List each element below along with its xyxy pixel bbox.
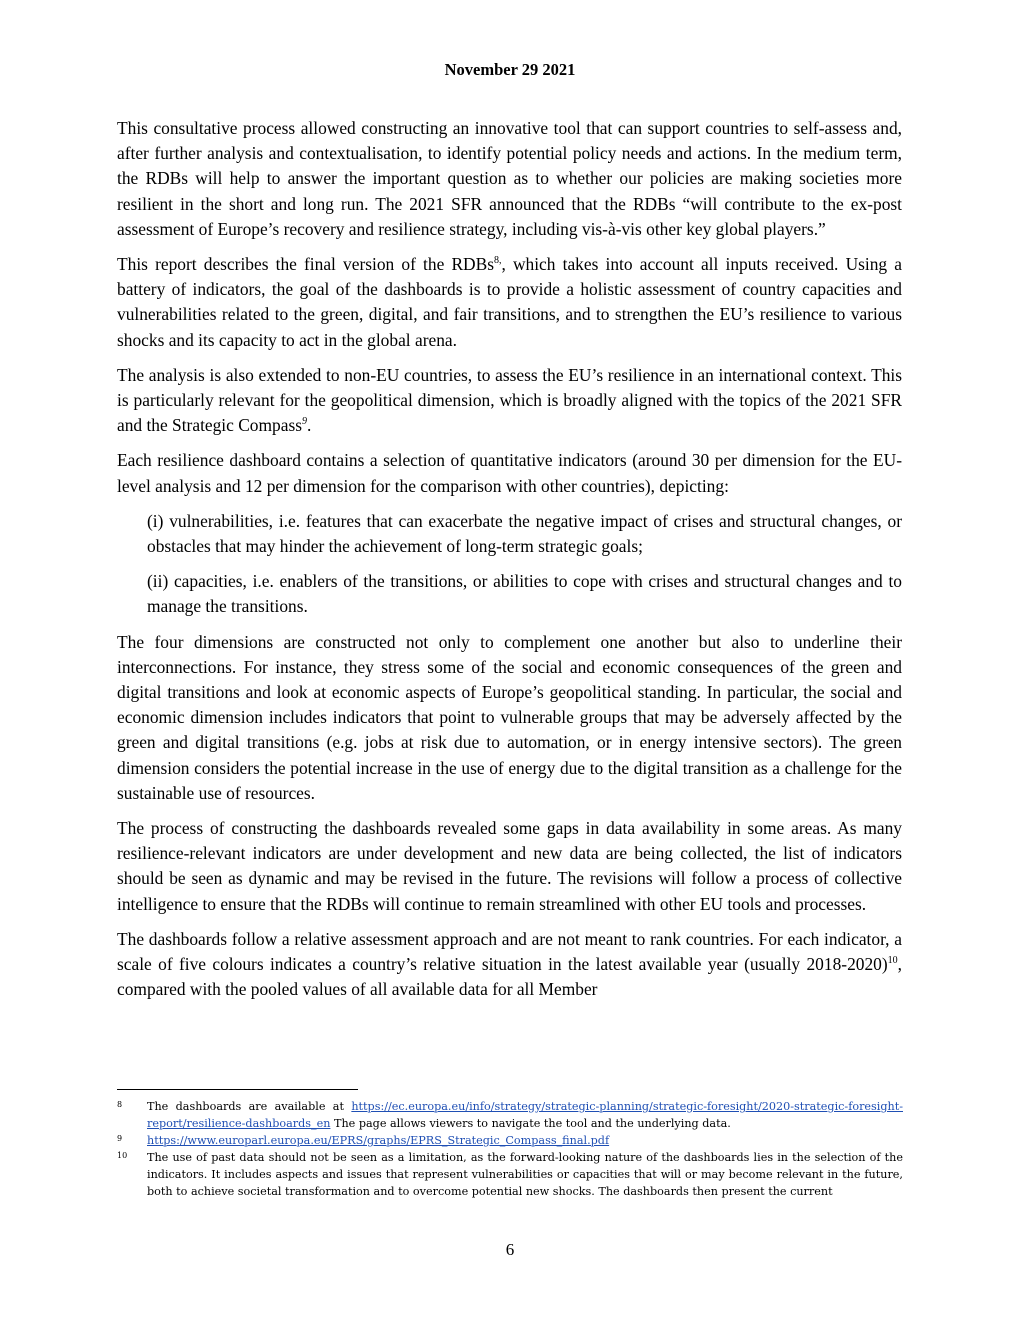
footnote-ref[interactable]: 8, xyxy=(493,255,502,267)
paragraph: The dashboards follow a relative assessment approach and are not meant to rank countries. For each indicator, a scale of five colours indicates a country’s relative situation in the latest available year (usually 2018-2020)$^{10}$, compared with the pooled values of all available data for all Member xyxy=(117,928,902,1000)
page-number: 6 xyxy=(505,1240,515,1259)
footnote-number: 9 xyxy=(117,1134,123,1143)
paragraph: The analysis is also extended to non-EU countries, to assess the EU’s resilience in an international context. This is particularly relevant for the geopolitical dimension, which is broadly aligned with the topics of the 2021 SFR and the Strategic Compass$^9$. xyxy=(117,364,902,436)
footnote-number: 10 xyxy=(117,1151,128,1160)
footnote-number: 8 xyxy=(117,1100,123,1109)
footnote-ref[interactable]: 9 xyxy=(301,416,307,428)
list-item: (ii) capacities, i.e. enablers of the transitions, or abilities to cope with crises and structural changes and to manage the transitions. xyxy=(147,571,902,617)
page-header-date: November 29 2021 xyxy=(444,60,576,79)
paragraph: The process of constructing the dashboards revealed some gaps in data availability in some areas. As many resilience-relevant indicators are under development and new data are being collected, the list of indicators should be seen as dynamic and may be revised in the future. The revisions will follow a process of collective intelligence to ensure that the RDBs will continue to remain streamlined with other EU tools and processes. xyxy=(117,818,902,914)
footnote-link[interactable]: https://www.europarl.europa.eu/EPRS/graphs/EPRS_Strategic_Compass_final.pdf xyxy=(147,1134,610,1147)
footnote: 10 The use of past data should not be seen as a limitation, as the forward-looking nature of the dashboards lies in the selection of the indicators. It includes aspects and issues that represent vulnerabilities or capacities that will or may become relevant in the future, both to achieve societal transformation and to overcome potential new shocks. The dashboards then present the current xyxy=(117,1151,903,1198)
paragraph: This consultative process allowed constructing an innovative tool that can support countries to self-assess and, after further analysis and contextualisation, to identify potential policy needs and actions. In the medium term, the RDBs will help to answer the important question as to whether our policies are making societies more resilient in the short and long run. The 2021 SFR announced that the RDBs “will contribute to the ex-post assessment of Europe’s recovery and resilience strategy, including vis-à-vis other key global players.” xyxy=(117,118,902,239)
footnotes xyxy=(117,1098,903,1200)
paragraph: This report describes the final version of the RDBs$^{8,}$, which takes into account all inputs received. Using a battery of indicators, the goal of the dashboards is to provide a holistic assessment of country capacities and vulnerabilities related to the green, digital, and fair transitions, and to strengthen the EU’s resilience to various shocks and its capacity to act in the global arena. xyxy=(117,254,902,350)
footnote-link[interactable]: https://ec.europa.eu/info/strategy/strategic-planning/strategic-foresight/2020-strategic-foresight-report/resilience-dashboards_en xyxy=(147,1100,903,1130)
paragraph: Each resilience dashboard contains a selection of quantitative indicators (around 30 per dimension for the EU-level analysis and 12 per dimension for the comparison with other countries), depicting: xyxy=(117,450,902,496)
footnote-ref[interactable]: 10 xyxy=(887,955,898,967)
footnote: 8 The dashboards are available at https://ec.europa.eu/info/strategy/strategic-planning/strategic-foresight/2020-strategic-foresight-report/resilience-dashboards_en The page allows viewers to navigate the tool and the underlying data. xyxy=(117,1100,903,1130)
footnote xyxy=(117,1132,903,1149)
paragraph: The four dimensions are constructed not only to complement one another but also to underline their interconnections. For instance, they stress some of the social and economic consequences of the green and digital transitions and look at economic aspects of Europe’s geopolitical standing. In particular, the social and economic dimension includes indicators that point to vulnerable groups that may be adversely affected by the green and digital transitions (e.g. jobs at risk due to automation, or in energy intensive sectors). The green dimension considers the potential increase in the use of energy due to the digital transition as a challenge for the sustainable use of resources. xyxy=(117,631,902,803)
body-text xyxy=(117,116,902,1013)
footnote-divider xyxy=(117,1089,358,1090)
list-item: (i) vulnerabilities, i.e. features that can exacerbate the negative impact of crises and structural changes, or obstacles that may hinder the achievement of long-term strategic goals; xyxy=(147,510,902,557)
